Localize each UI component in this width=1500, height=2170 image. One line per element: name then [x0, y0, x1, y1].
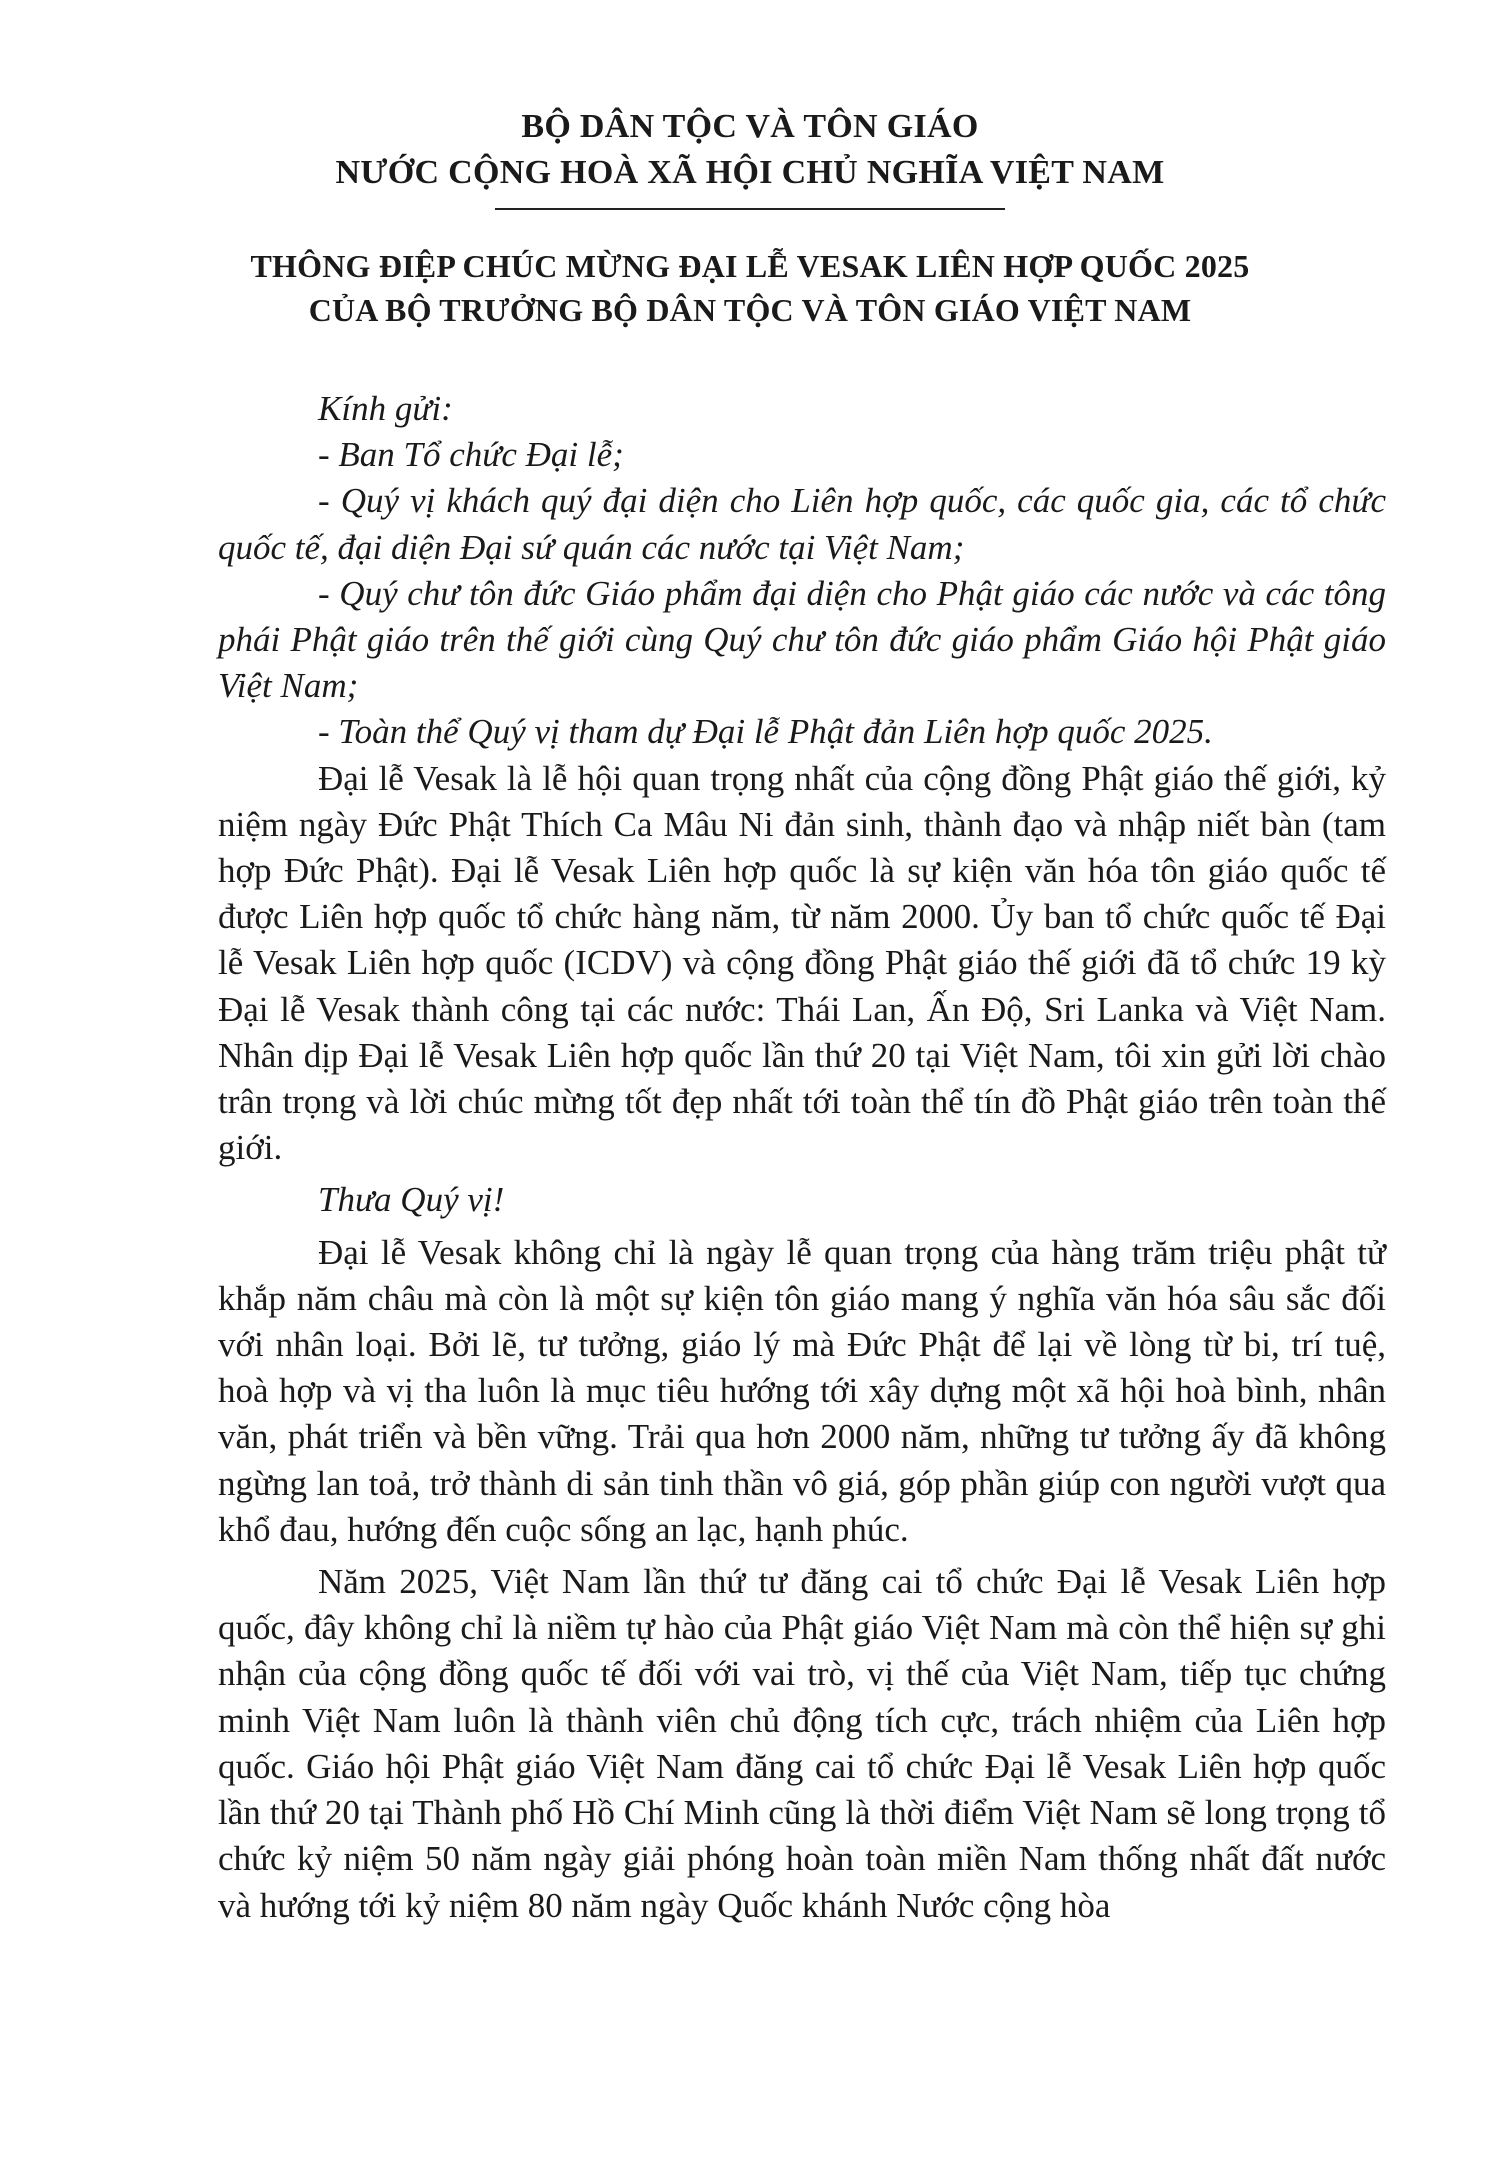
paragraph-3: Năm 2025, Việt Nam lần thứ tư đăng cai tổ chức Đại lễ Vesak Liên hợp quốc, đây không chỉ là niềm tự hào của Phật giáo Việt Nam mà còn thể hiện sự ghi nhận của cộng đồng quốc tế đối với vai trò, vị thế của Việt Nam, tiếp tục chứng minh Việt Nam luôn là thành viên chủ động tích cực, trách nhiệm của Liên hợp quốc. Giáo hội Phật giáo Việt Nam đăng cai tổ chức Đại lễ Vesak Liên hợp quốc lần thứ 20 tại Thành phố Hồ Chí Minh cũng là thời điểm Việt Nam sẽ long trọng tổ chức kỷ niệm 50 năm ngày giải phóng hoàn toàn miền Nam thống nhất đất nước và hướng tới kỷ niệm 80 năm ngày Quốc khánh Nước cộng hòa	[218, 1562, 1386, 1925]
document-title	[0, 244, 1500, 332]
salutation-heading: Kính gửi:	[318, 389, 453, 428]
ministry-name: BỘ DÂN TỘC VÀ TÔN GIÁO	[521, 108, 979, 145]
title-line-2: CỦA BỘ TRƯỞNG BỘ DÂN TỘC VÀ TÔN GIÁO VIỆT NAM	[308, 292, 1192, 328]
paragraph-1: Đại lễ Vesak là lễ hội quan trọng nhất của cộng đồng Phật giáo thế giới, kỷ niệm ngày Đức Phật Thích Ca Mâu Ni đản sinh, thành đạo và nhập niết bàn (tam hợp Đức Phật). Đại lễ Vesak Liên hợp quốc là sự kiện văn hóa tôn giáo quốc tế được Liên hợp quốc tổ chức hàng năm, từ năm 2000. Ủy ban tổ chức quốc tế Đại lễ Vesak Liên hợp quốc (ICDV) và cộng đồng Phật giáo thế giới đã tổ chức 19 kỳ Đại lễ Vesak thành công tại các nước: Thái Lan, Ấn Độ, Sri Lanka và Việt Nam. Nhân dịp Đại lễ Vesak Liên hợp quốc lần thứ 20 tại Việt Nam, tôi xin gửi lời chào trân trọng và lời chúc mừng tốt đẹp nhất tới toàn thể tín đồ Phật giáo trên toàn thế giới.	[218, 758, 1386, 1168]
recipient-item: - Toàn thể Quý vị tham dự Đại lễ Phật đản Liên hợp quốc 2025.	[318, 712, 1213, 752]
recipient-item: - Ban Tổ chức Đại lễ;	[318, 435, 624, 475]
header-divider	[495, 208, 1005, 210]
title-line-1: THÔNG ĐIỆP CHÚC MỪNG ĐẠI LỄ VESAK LIÊN HỢP QUỐC 2025	[250, 248, 1250, 284]
paragraph-2: Đại lễ Vesak không chỉ là ngày lễ quan trọng của hàng trăm triệu phật tử khắp năm châu mà còn là một sự kiện tôn giáo mang ý nghĩa văn hóa sâu sắc đối với nhân loại. Bởi lẽ, tư tưởng, giáo lý mà Đức Phật để lại về lòng từ bi, trí tuệ, hoà hợp và vị tha luôn là mục tiêu hướng tới xây dựng một xã hội hoà bình, nhân văn, phát triển và bền vững. Trải qua hơn 2000 năm, những tư tưởng ấy đã không ngừng lan toả, trở thành di sản tinh thần vô giá, góp phần giúp con người vượt qua khổ đau, hướng đến cuộc sống an lạc, hạnh phúc.	[218, 1232, 1386, 1549]
recipient-item: - Quý vị khách quý đại diện cho Liên hợp quốc, các quốc gia, các tổ chức quốc tế, đại diện Đại sứ quán các nước tại Việt Nam;	[218, 481, 1386, 567]
recipient-item: - Quý chư tôn đức Giáo phẩm đại diện cho Phật giáo các nước và các tông phái Phật giáo trên thế giới cùng Quý chư tôn đức giáo phẩm Giáo hội Phật giáo Việt Nam;	[218, 573, 1386, 706]
country-name: NƯỚC CỘNG HOÀ XÃ HỘI CHỦ NGHĨA VIỆT NAM	[335, 154, 1165, 191]
address-line: Thưa Quý vị!	[318, 1180, 505, 1220]
document-header	[0, 104, 1500, 210]
document-body	[218, 386, 1386, 1929]
